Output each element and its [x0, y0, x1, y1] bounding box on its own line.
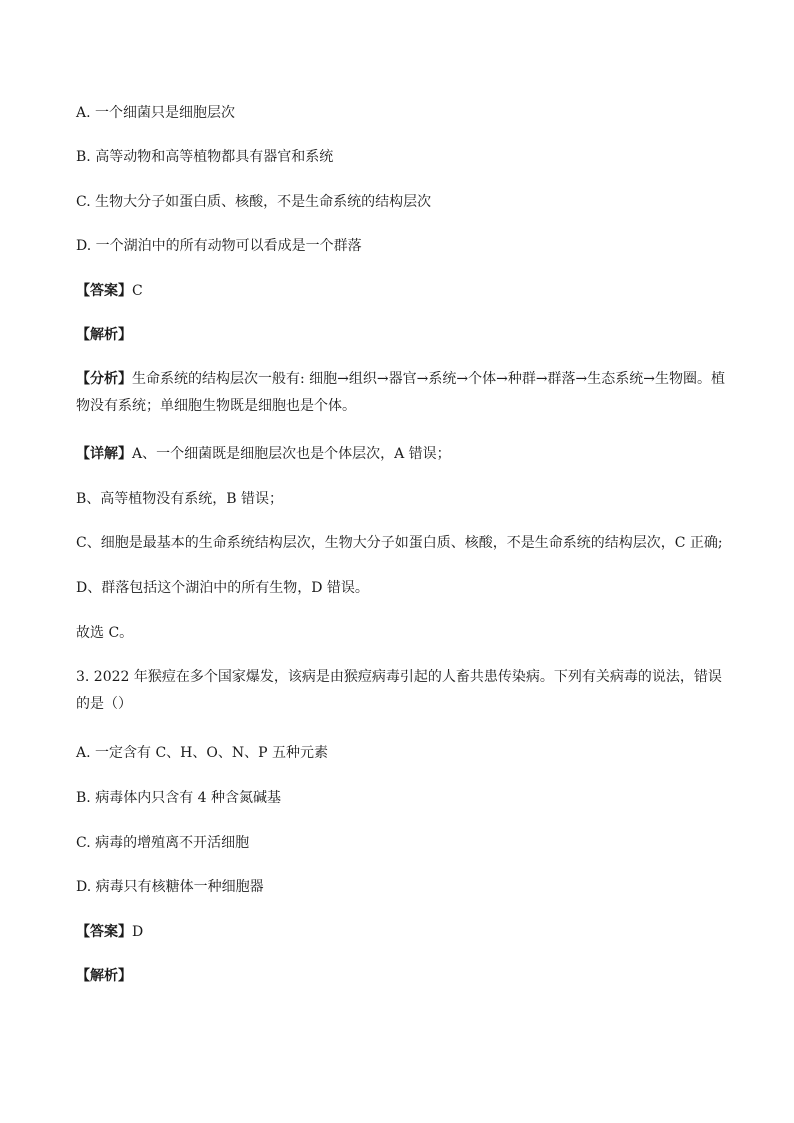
answer-tag: 【答案】: [76, 924, 132, 940]
answer-value: C: [132, 283, 143, 299]
analysis-tag: 【分析】: [76, 371, 132, 387]
analysis-text: 生命系统的结构层次一般有: 细胞→组织→器官→系统→个体→种群→群落→生态系统→生物圈。植物没有系统；单细胞生物既是细胞也是个体。: [76, 371, 726, 414]
detail-tag: 【详解】: [76, 446, 132, 462]
q2-detail-line2: B、高等植物没有系统，B 错误；: [76, 491, 284, 507]
q2-conclusion: 故选 C。: [76, 625, 134, 641]
q2-option-a: A. 一个细菌只是细胞层次: [76, 105, 236, 121]
q2-explanation-heading: 【解析】: [76, 327, 132, 343]
q3-option-b: B. 病毒体内只含有 4 种含氮碱基: [76, 790, 281, 806]
answer-value: D: [132, 924, 144, 940]
answer-tag: 【答案】: [76, 283, 132, 299]
q3-explanation-heading: 【解析】: [76, 968, 132, 984]
q2-analysis: [76, 366, 726, 420]
q3-option-d: D. 病毒只有核糖体一种细胞器: [76, 879, 264, 895]
q2-detail-line1: [76, 444, 451, 464]
q2-detail-line4: D、群落包括这个湖泊中的所有生物，D 错误。: [76, 580, 369, 596]
q3-option-a: A. 一定含有 C、H、O、N、P 五种元素: [76, 745, 328, 761]
q3-answer: [76, 922, 143, 942]
q2-option-b: B. 高等动物和高等植物都具有器官和系统: [76, 149, 334, 165]
q2-option-d: D. 一个湖泊中的所有动物可以看成是一个群落: [76, 238, 362, 254]
q3-stem: 3. 2022 年猴痘在多个国家爆发，该病是由猴痘病毒引起的人畜共患传染病。下列有关病毒的说法，错误的是（）: [76, 669, 722, 712]
detail-text: A、一个细菌既是细胞层次也是个体层次，A 错误；: [132, 446, 451, 462]
q3-option-c: C. 病毒的增殖离不开活细胞: [76, 835, 250, 851]
q2-detail-line3: C、细胞是最基本的生命系统结构层次，生物大分子如蛋白质、核酸，不是生命系统的结构层次，C 正确;: [76, 535, 723, 551]
q2-option-c: C. 生物大分子如蛋白质、核酸，不是生命系统的结构层次: [76, 194, 432, 210]
q2-answer: [76, 281, 143, 301]
